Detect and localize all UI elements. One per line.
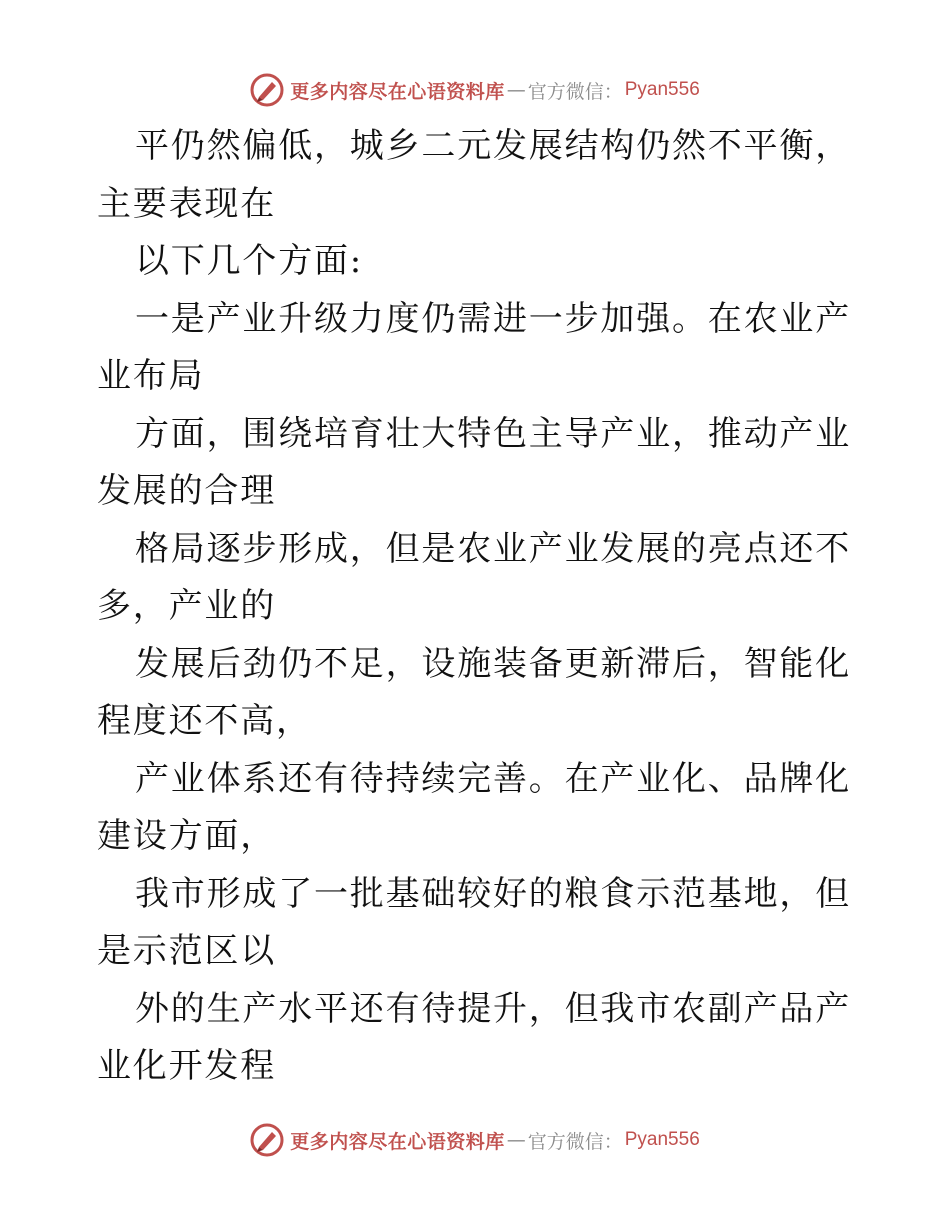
paragraph: 平仍然偏低，城乡二元发展结构仍然不平衡，主要表现在 (97, 126, 851, 224)
page-header (0, 70, 950, 110)
pen-logo-icon (250, 1123, 284, 1157)
paragraph: 我市形成了一批基础较好的粮食示范基地，但是示范区以 (97, 873, 851, 971)
footer-wechat-label: 官方微信： (527, 1130, 623, 1153)
header-dash: — (506, 79, 526, 101)
paragraph: 一是产业升级力度仍需进一步加强。在农业产业布局 (97, 298, 851, 396)
paragraph: 格局逐步形成，但是农业产业发展的亮点还不多，产业的 (97, 528, 851, 626)
footer-banner-text: 更多内容尽在心语资料库 (290, 1130, 505, 1153)
paragraph: 以下几个方面: (135, 241, 364, 281)
page-footer (0, 1120, 950, 1160)
paragraph: 发展后劲仍不足，设施装备更新滞后，智能化程度还不高， (97, 643, 851, 741)
paragraph: 外的生产水平还有待提升，但我市农副产品产业化开发程 (97, 988, 851, 1086)
header-banner-text: 更多内容尽在心语资料库 (290, 80, 505, 103)
footer-wechat-id: Pyan556 (624, 1129, 700, 1150)
document-body (97, 118, 857, 1096)
header-wechat-label: 官方微信： (527, 80, 623, 103)
pen-logo-icon (250, 73, 284, 107)
footer-dash: — (506, 1129, 526, 1151)
header-wechat-id: Pyan556 (624, 79, 700, 100)
paragraph: 方面，围绕培育壮大特色主导产业，推动产业发展的合理 (97, 413, 851, 511)
paragraph: 产业体系还有待持续完善。在产业化、品牌化建设方面， (97, 758, 851, 856)
